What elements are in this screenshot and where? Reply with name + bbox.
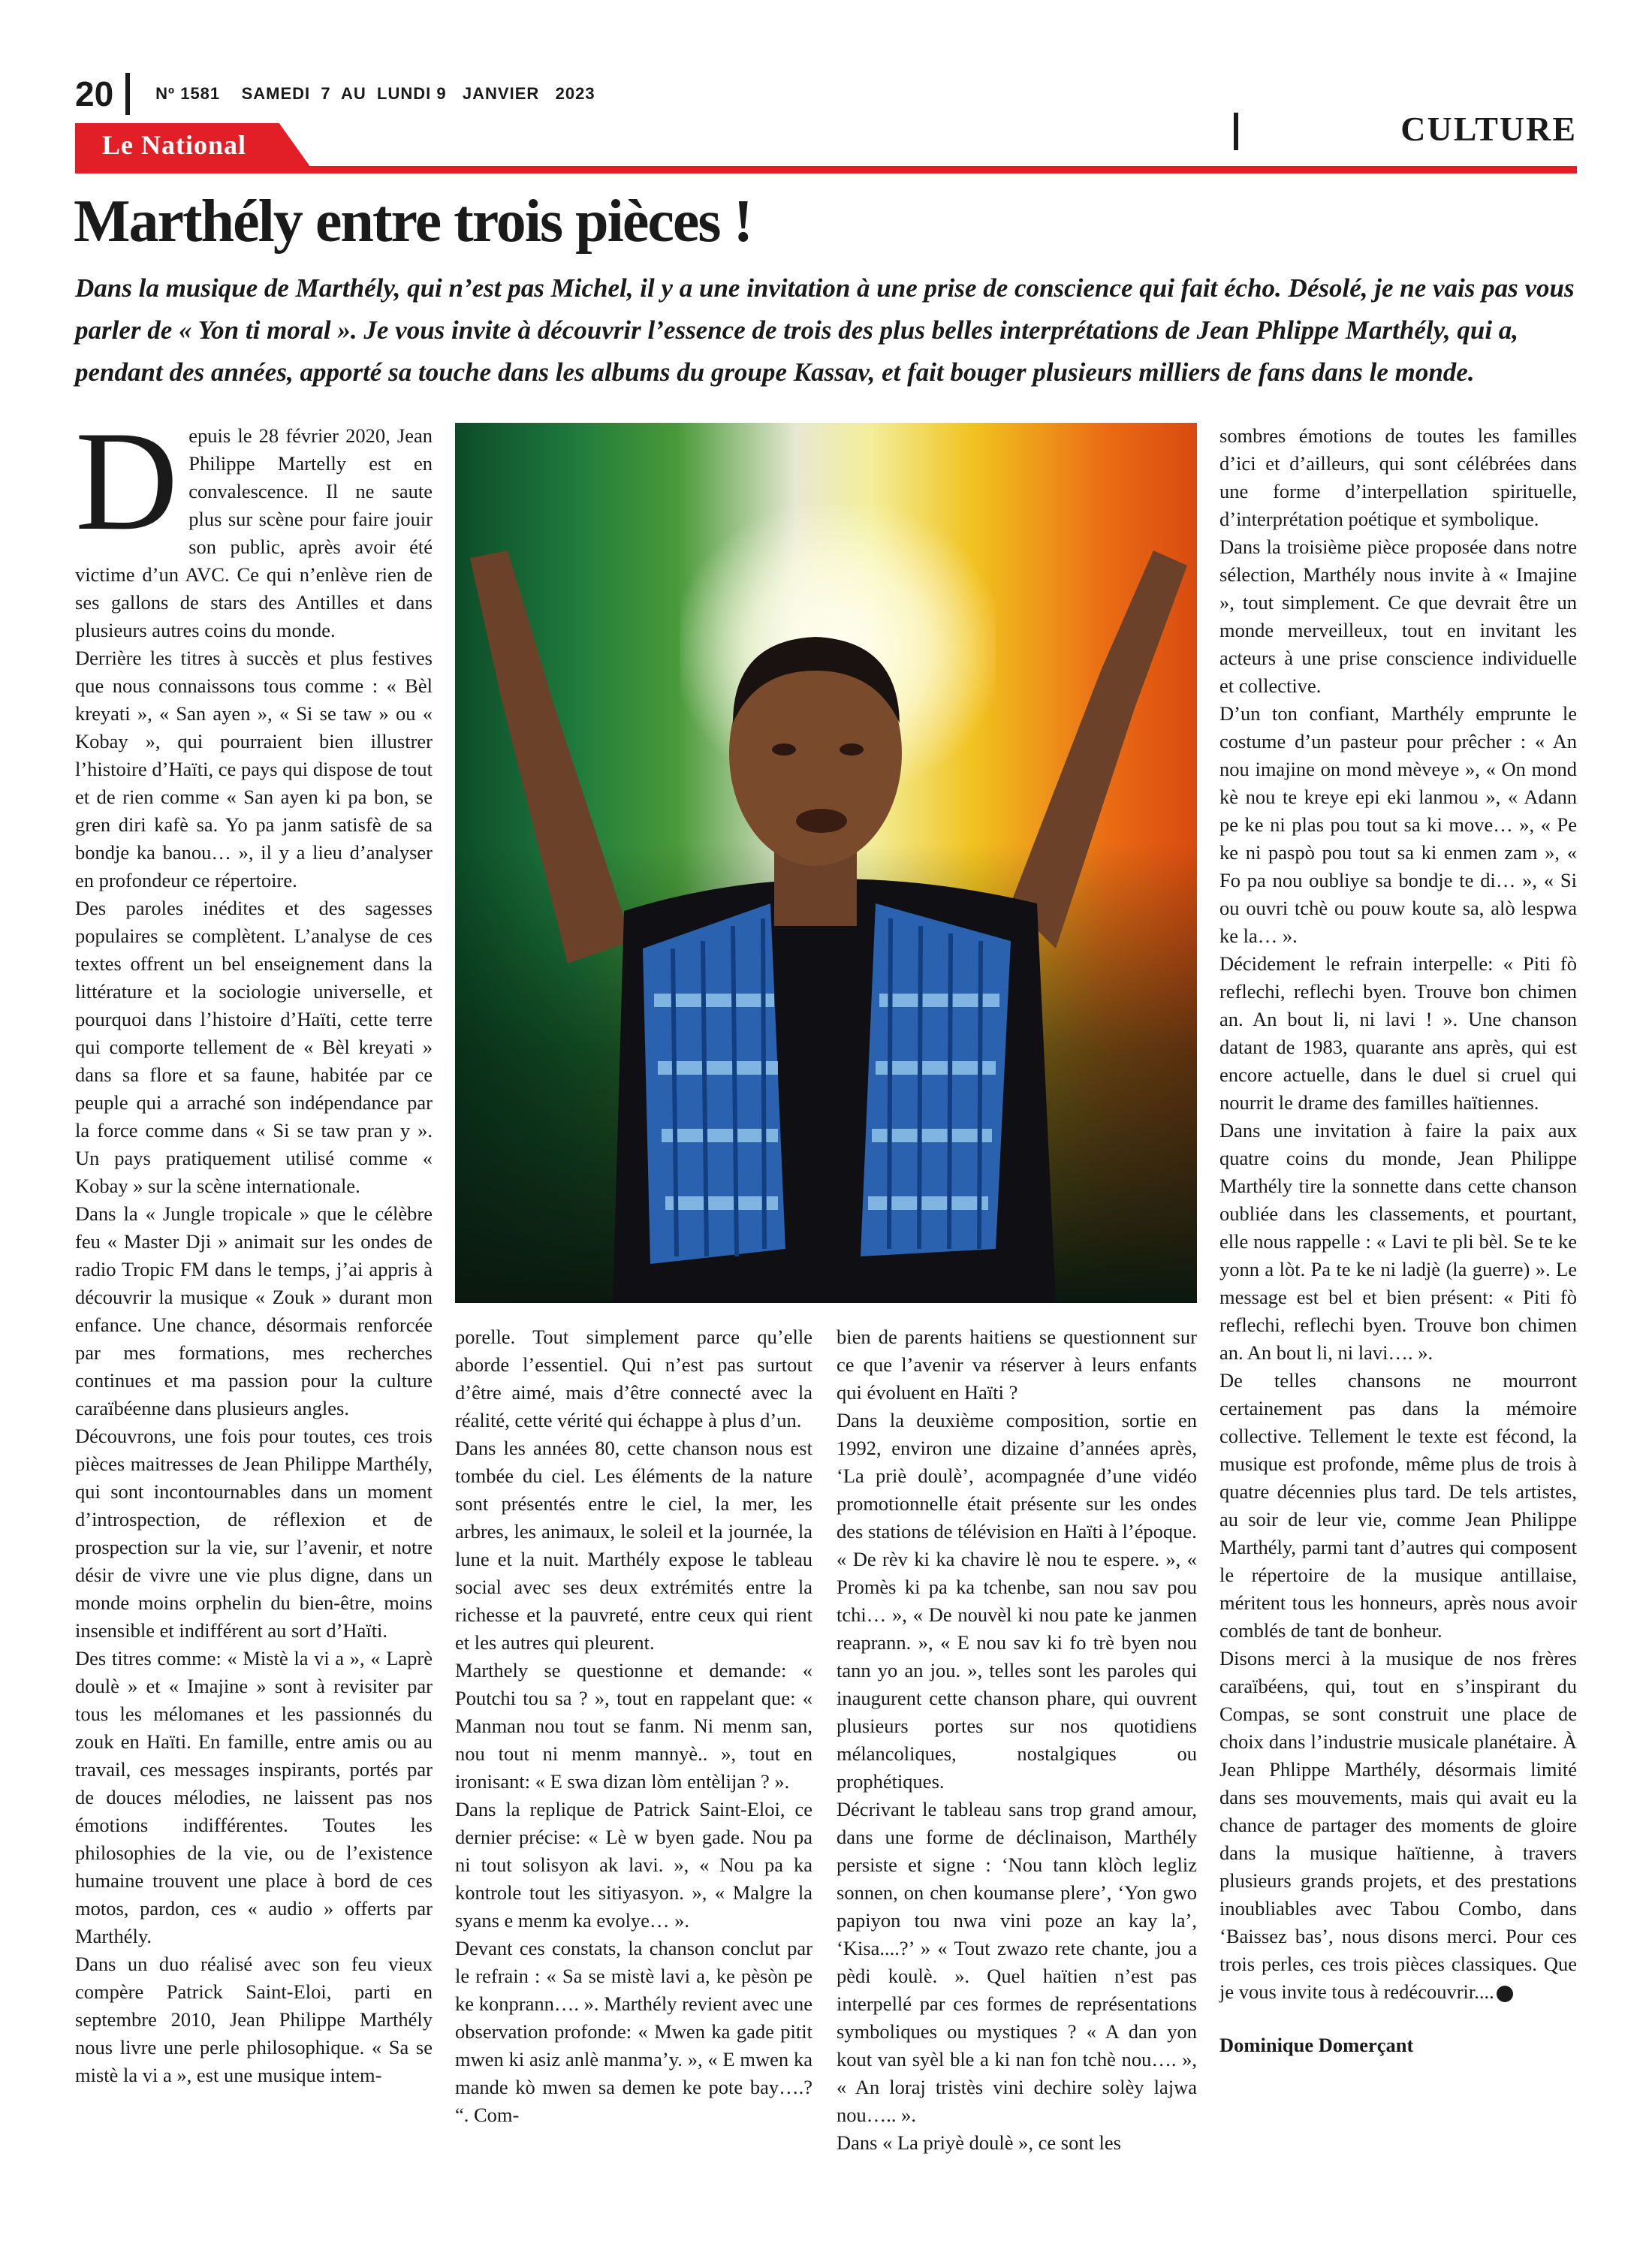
paragraph: Dans la « Jungle tropicale » que le célèbre feu « Master Dji » animait sur les ondes de radio Tropic FM dans le temps, j’ai appris à découvrir la musique « Zouk » durant mon enfance. Une chance, désormais renforcée par mes formations, mes recherches continues et ma passion pour la culture caraïbéenne dans plusieurs angles. — [75, 1202, 433, 1419]
article-deck: Dans la musique de Marthély, qui n’est pas Michel, il y a une invitation à une prise de conscience qui fait écho. Désolé, je ne vais pas vous parler de « Yon ti moral ». Je vous invite à découvrir l’essence de trois des plus belles interprétations de Jean Phlippe Marthély, qui a, pendant des années, apporté sa touche dans les albums du groupe Kassav, et fait bouger plusieurs milliers de fans dans le monde. — [75, 273, 1575, 387]
paragraph: Dans une invitation à faire la paix aux quatre coins du monde, Jean Philippe Marthély tire la sonnette dans cette chanson oubliée dans les classements, et pourtant, elle nous rappelle : « Lavi te pli bèl. Se te ke yonn a lòt. Pa te ke ni ladjè (la guerre) ». Le message est bel et bien présent: « Piti fò reflechi, reflechi byen. Trouve bon chimen an. An bout li, ni lavi…. ». — [1219, 1119, 1577, 1364]
paragraph: bien de parents haitiens se questionnent sur ce que l’avenir va réserver à leurs enfants qui évoluent en Haïti ? — [837, 1326, 1197, 1404]
drop-cap: D — [75, 403, 179, 560]
page-number: 20 — [75, 74, 114, 113]
paragraph: sombres émotions de toutes les familles d’ici et d’ailleurs, qui sont célébrées dans une forme d’interpellation spirituelle, d’interprétation poétique et symbolique. — [1219, 424, 1577, 530]
paragraph — [75, 403, 433, 644]
article-column-2 — [455, 1323, 812, 2224]
paragraph-text: epuis le 28 février 2020, Jean Philippe Martelly est en convalescence. Il ne saute plus sur scène pour faire jouir son public, après avoir été victime d’un AVC. Ce qui n’enlève rien de ses gallons de stars des Antilles et dans plusieurs autres coins du monde. — [75, 424, 433, 641]
article-column-4 — [1219, 422, 1577, 2224]
article-column-1 — [75, 403, 433, 2224]
paragraph: De telles chansons ne mourront certainement pas dans la mémoire collective. Tellement le texte est fécond, la musique est profonde, même plus de trois à quatre décennies plus tard. De tels artistes, au soir de leur vie, comme Jean Philippe Marthély, parmi tant d’autres qui composent le répertoire de la musique antillaise, méritent tous les honneurs, après nous avoir comblés de tant de bonheur. — [1219, 1369, 1577, 1642]
paragraph: Décrivant le tableau sans trop grand amour, dans une forme de déclinaison, Marthély persiste et signe : ‘Nou tann klòch legliz sonnen, on chen koumanse plere’, ‘Yon gwo papiyon tou nwa vini poze an kay la’, ‘Kisa....?’ » « Tout zwazo rete chante, jou a pèdi koulè. ». Quel haïtien n’est pas interpellé par ces formes de représentations symboliques ou mystiques ? « A dan yon kout van syèl ble a ki nan fon tchè nou…. », « An loraj tristès vini dechire solèy lajwa nou….. ». — [837, 1798, 1197, 2126]
section-divider — [1234, 113, 1238, 150]
header-red-rule — [75, 166, 1577, 173]
paragraph: Dans la replique de Patrick Saint-Eloi, ce dernier précise: « Lè w byen gade. Nou pa ni tout solisyon ak lavi. », « Nou pa ka kontrole tout les sitiyasyon. », « Malgre la syans e menm ka evolye… ». — [455, 1798, 812, 1932]
paragraph: Dans la deuxième composition, sortie en 1992, environ une dizaine d’années après, ‘La priè doulè’, acompagnée d’une vidéo promotionnelle était présente sur les ondes des stations de télévision en Haïti à l’époque. — [837, 1409, 1197, 1543]
paragraph — [1219, 1645, 1577, 2006]
header-divider — [125, 73, 130, 115]
paragraph: Devant ces constats, la chanson conclut par le refrain : « Sa se mistè lavi a, ke pèsòn pe ke konprann…. ». Marthély revient avec une observation profonde: « Mwen ka gade pitit mwen ki asiz anlè manma’y. », « E mwen ka mande kò mwen sa demen ke pote bay….? “. Com- — [455, 1937, 812, 2126]
paragraph: Découvrons, une fois pour toutes, ces trois pièces maitresses de Jean Philippe Marthély, qui sont incontournables dans un moment d’introspection, de réflexion et de prospection sur la vie, sur l’avenir, et notre désir de vivre une vie plus digne, dans un monde moins orphelin du bien-être, moins insensible et indifférent au sort d’Haïti. — [75, 1425, 433, 1642]
article-photo — [455, 423, 1197, 1303]
paragraph: porelle. Tout simplement parce qu’elle aborde l’essentiel. Qui n’est pas surtout d’être aimé, mais d’être connecté avec la réalité, cette vérité qui échappe à plus d’un. — [455, 1326, 812, 1431]
paragraph: Décidement le refrain interpelle: « Piti fò reflechi, reflechi byen. Trouve bon chimen an. An bout li, ni lavi ! ». Une chanson datant de 1983, quarante ans après, qui est encore actuelle, dans le duel si cruel qui nourrit le drame des familles haïtiennes. — [1219, 952, 1577, 1114]
singer-illustration — [455, 423, 1197, 1303]
paragraph: Dans « La priyè doulè », ce sont les — [837, 2131, 1121, 2154]
paragraph: « De rèv ki ka chavire lè nou te espere. », « Promès ki pa ka tchenbe, san nou sav pou tchi… », « De nouvèl ki nou pate ke janmen reaprann. », « E nou sav ki fo trè byen nou tann yo an jou. », telles sont les paroles qui inaugurent cette chanson phare, qui ouvrent plusieurs portes sur nos quotidiens mélancoliques, nostalgiques ou prophétiques. — [837, 1548, 1197, 1793]
end-of-story-icon — [1497, 1986, 1513, 2002]
paragraph: Dans la troisième pièce proposée dans notre sélection, Marthély nous invite à « Imajine », tout simplement. Ce que devrait être un monde merveilleux, tout en invitant les acteurs à une prise conscience individuelle et collective. — [1219, 535, 1577, 697]
paragraph: Marthely se questionne et demande: « Poutchi tou sa ? », tout en rappelant que: « Manman nou tout se fanm. Ni menm san, nou tout ni menm mannyè.. », tout en ironisant: « E swa dizan lòm entèlijan ? ». — [455, 1659, 812, 1793]
newspaper-brand: Le National — [102, 130, 247, 160]
article-headline: Marthély entre trois pièces ! — [74, 189, 752, 255]
paragraph: D’un ton confiant, Marthély emprunte le costume d’un pasteur pour prêcher : « An nou imajine on mond mèveye », « On mond kè nou te kreye epi eki lanmou », « Adann pe ke ni plas pou tout sa ki move… », « Pe ke ni paspò pou tout sa ki enmen zam », « Fo pa nou oubliye sa bondje te di… », « Si ou ouvri tchè ou pouw koute sa, alò lespwa ke la… ». — [1219, 702, 1577, 947]
paragraph: Des titres comme: « Mistè la vi a », « Laprè doulè » et « Imajine » sont à revisiter par tous les mélomanes et les passionnés du zouk en Haïti. En famille, entre amis ou au travail, ces messages inspirants, portés par de douces mélodies, ne laissent pas nos émotions indifférentes. Toutes les philosophies de la vie, ou de l’existence humaine trouvent une place à bord de ces motos, pardon, ces « audio » offerts par Marthély. — [75, 1647, 433, 1947]
paragraph: Derrière les titres à succès et plus festives que nous connaissons tous comme : « Bèl kreyati », « San ayen », « Si se taw » ou « Kobay », qui pourraient bien illustrer l’histoire d’Haïti, ce pays qui dispose de tout et de rien comme « San ayen ki pa bon, se gren diri kafè sa. Yo pa janm satisfè de sa bondje ka banou… », il y a lieu d’analyser en profondeur ce répertoire. — [75, 647, 433, 891]
section-label: CULTURE — [1400, 110, 1577, 148]
paragraph: Dans un duo réalisé avec son feu vieux compère Patrick Saint-Eloi, parti en septembre 2010, Jean Philippe Marthély nous livre une perle philosophique. « Sa se mistè la vi a », est une musique intem- — [75, 1953, 433, 2086]
paragraph-text: Disons merci à la musique de nos frères caraïbéens, qui, tout en s’inspirant du Compas, se sont construit une place de choix dans l’industrie musicale planétaire. À Jean Phlippe Marthély, désormais limité dans ses mouvements, mais qui avait eu la chance de partager des moments de gloire dans la musique haïtienne, à travers plusieurs grands projets, et des prestations inoubliables avec Tabou Combo, dans ‘Baissez bas’, nous disons merci. Pour ces trois perles, ces trois pièces classiques. Que je vous invite tous à redécouvrir.... — [1219, 1647, 1577, 2003]
paragraph: Dans les années 80, cette chanson nous est tombée du ciel. Les éléments de la nature sont présentés entre le ciel, la mer, les arbres, les animaux, le soleil et la journée, la lune et la nuit. Marthély expose le tableau social avec ses deux extrémités entre la richesse et la pauvreté, entre ceux qui rient et les autres qui pleurent. — [455, 1437, 812, 1654]
author-byline: Dominique Domerçant — [1219, 2034, 1414, 2056]
paragraph: Des paroles inédites et des sagesses populaires se complètent. L’analyse de ces textes offrent un bel enseignement dans la littérature et la sociologie universelle, et pourquoi dans l’histoire d’Haïti, cette terre qui comporte tellement de « Bèl kreyati » dans sa flore et sa faune, habitée par ce peuple qui a arraché son indépendance par la force comme dans « Si se taw pran y ». Un pays pratiquement utilisé comme « Kobay » sur la scène internationale. — [75, 897, 433, 1197]
issue-date-line: Nº 1581 SAMEDI 7 AU LUNDI 9 JANVIER 2023 — [155, 84, 595, 103]
article-column-3 — [837, 1323, 1197, 2224]
page-header — [75, 71, 595, 116]
